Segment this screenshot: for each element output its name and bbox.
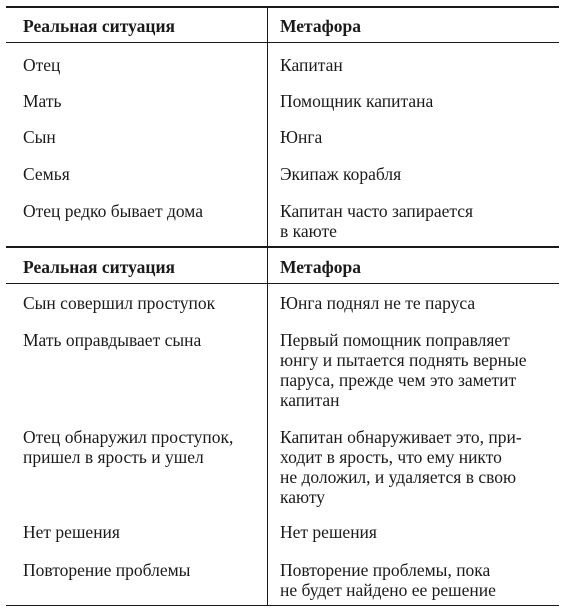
column-header-real-situation: Реальная ситуация [23, 257, 175, 277]
header-rule [6, 283, 559, 284]
cell-line: юнгу и пытается поднять верные [280, 350, 527, 370]
table-bottom-rule [6, 605, 559, 606]
table-cell-metaphor [280, 127, 322, 147]
table-cell-metaphor [280, 560, 496, 600]
cell-line: Юнга [280, 127, 323, 147]
cell-line: пришел в ярость и ушел [23, 447, 204, 467]
table-cell-situation [23, 293, 215, 313]
cell-line: Капитан обнаруживает это, при- [280, 427, 522, 447]
column-header-metaphor: Метафора [280, 16, 361, 36]
cell-line: не доложил, и удаляется в свою [280, 467, 517, 487]
section-divider-rule [6, 246, 559, 248]
table-cell-situation [23, 55, 60, 75]
cell-line: капитан [280, 390, 340, 410]
cell-line: в каюте [280, 221, 337, 241]
table-cell-metaphor [280, 164, 401, 184]
comparison-table [6, 6, 559, 606]
cell-line: Юнга поднял не те паруса [280, 293, 476, 313]
table-top-rule [6, 6, 559, 8]
cell-line: Мать [23, 91, 62, 111]
cell-line: Капитан [280, 55, 343, 75]
table-cell-situation [23, 560, 190, 580]
cell-line: Отец редко бывает дома [23, 201, 204, 221]
cell-line: паруса, прежде чем это заметит [280, 370, 517, 390]
table-cell-situation [23, 164, 70, 184]
table-cell-metaphor [280, 91, 433, 111]
cell-line: Сын совершил проступок [23, 293, 216, 313]
cell-line: Нет решения [280, 522, 377, 542]
table-cell-situation [23, 91, 62, 111]
table-cell-metaphor [280, 293, 475, 313]
table-cell-situation [23, 201, 203, 221]
table-cell-metaphor [280, 330, 527, 410]
table-cell-metaphor [280, 427, 522, 507]
cell-line: Мать оправдывает сына [23, 330, 202, 350]
cell-line: Повторение проблемы [23, 560, 191, 580]
cell-line: не будет найдено ее решение [280, 580, 496, 600]
cell-line: Отец [23, 55, 61, 75]
table-cell-metaphor [280, 201, 473, 241]
table-cell-situation [23, 427, 233, 467]
column-divider [267, 6, 268, 606]
cell-line: Капитан часто запирается [280, 201, 474, 221]
cell-line: Экипаж корабля [280, 164, 402, 184]
cell-line: Нет решения [23, 522, 120, 542]
cell-line: ходит в ярость, что ему никто [280, 447, 502, 467]
column-header-real-situation: Реальная ситуация [23, 16, 175, 36]
cell-line: каюту [280, 487, 326, 507]
cell-line: Первый помощник поправляет [280, 330, 510, 350]
header-rule [6, 42, 559, 43]
cell-line: Повторение проблемы, пока [280, 560, 491, 580]
cell-line: Отец обнаружил проступок, [23, 427, 234, 447]
column-header-metaphor: Метафора [280, 257, 361, 277]
table-cell-metaphor [280, 522, 377, 542]
cell-line: Сын [23, 127, 56, 147]
table-cell-situation [23, 330, 201, 350]
cell-line: Помощник капитана [280, 91, 434, 111]
table-cell-metaphor [280, 55, 343, 75]
table-cell-situation [23, 127, 56, 147]
cell-line: Семья [23, 164, 70, 184]
table-cell-situation [23, 522, 120, 542]
